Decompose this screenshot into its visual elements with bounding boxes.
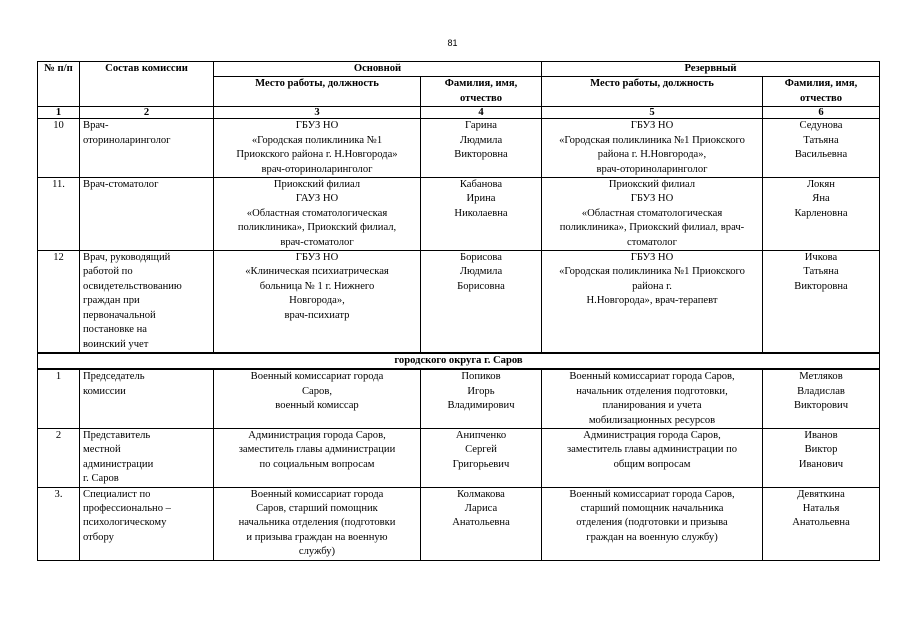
main-workplace-line: врач-психиатр (284, 309, 350, 321)
main-workplace-line: Военный комиссариат города (250, 371, 384, 383)
main-fullname-line: Викторовна (454, 149, 508, 161)
table-body-top (38, 119, 880, 353)
commission-role (80, 251, 214, 353)
section-row (38, 353, 880, 369)
main-workplace-line: поликлиника», Приокский филиал, (237, 222, 397, 234)
table-body-bottom (38, 369, 880, 560)
table-row (38, 251, 880, 353)
reserve-fullname-line: Виктор (804, 444, 838, 456)
commission-role-line: оториноларинголог (83, 134, 171, 146)
reserve-fullname-line: Локян (807, 179, 835, 191)
commission-role-line: Врач-стоматолог (83, 179, 159, 191)
commission-role (80, 369, 214, 428)
reserve-fullname (763, 487, 880, 560)
reserve-workplace-line: поликлиника», Приокский филиал, врач- (559, 222, 745, 234)
main-workplace-line: по социальным вопросам (259, 458, 375, 470)
commission-role-line: Врач- (83, 120, 109, 132)
commission-role (80, 428, 214, 487)
reserve-workplace-line: Приокский филиал (608, 179, 696, 191)
reserve-fullname (763, 178, 880, 251)
reserve-workplace-line: начальник отделения подготовки, (576, 385, 728, 397)
header-reserve-fullname: Фамилия, имя, отчество (763, 77, 880, 107)
reserve-workplace-line: Военный комиссариат города Саров, (569, 371, 735, 383)
reserve-fullname-line: Седунова (799, 120, 843, 132)
column-number: 6 (763, 107, 880, 119)
main-workplace-line: «Клиническая психиатрическая (245, 266, 389, 278)
reserve-workplace-line: общим вопросам (613, 458, 691, 470)
commission-role-line: Председатель (83, 371, 145, 383)
reserve-workplace-line: старший помощник начальника (580, 502, 724, 514)
commission-role (80, 487, 214, 560)
reserve-fullname (763, 428, 880, 487)
main-fullname-line: Владимирович (447, 400, 515, 412)
commission-role-line: местной (83, 444, 121, 456)
main-workplace-line: начальника отделения (подготовки (238, 517, 396, 529)
reserve-workplace-line: «Городская поликлиника №1 Приокского (559, 134, 745, 146)
commission-role-line: администрации (83, 458, 154, 470)
page-number: 81 (447, 38, 458, 48)
reserve-workplace-line: района г. Н.Новгорода», (597, 149, 707, 161)
reserve-fullname (763, 251, 880, 353)
reserve-fullname (763, 119, 880, 178)
reserve-fullname-line: Иванов (804, 429, 838, 441)
main-fullname (421, 487, 542, 560)
main-workplace (214, 369, 421, 428)
reserve-workplace (542, 487, 763, 560)
reserve-workplace (542, 251, 763, 353)
commission-role-line: комиссии (83, 385, 126, 397)
reserve-fullname-line: Девяткина (797, 488, 845, 500)
main-fullname-line: Кабанова (459, 179, 503, 191)
main-workplace-line: ГАУЗ НО (295, 193, 339, 205)
main-fullname (421, 369, 542, 428)
reserve-fullname-line: Яна (812, 193, 830, 205)
column-number: 4 (421, 107, 542, 119)
reserve-workplace (542, 119, 763, 178)
reserve-workplace-line: ГБУЗ НО (630, 193, 674, 205)
row-number: 10 (38, 119, 80, 178)
main-workplace (214, 251, 421, 353)
header-main-fullname: Фамилия, имя, отчество (421, 77, 542, 107)
main-fullname-line: Григорьевич (452, 458, 510, 470)
main-fullname-line: Анатольевна (452, 517, 510, 529)
column-number: 5 (542, 107, 763, 119)
main-workplace-line: Новгорода», (289, 295, 345, 307)
table-row (38, 119, 880, 178)
main-workplace (214, 487, 421, 560)
main-fullname (421, 119, 542, 178)
reserve-workplace-line: ГБУЗ НО (630, 252, 674, 264)
main-workplace (214, 428, 421, 487)
main-workplace-line: врач-стоматолог (280, 236, 354, 248)
reserve-fullname-line: Карленовна (794, 207, 848, 219)
header-main-workplace: Место работы, должность (214, 77, 421, 107)
column-number: 2 (80, 107, 214, 119)
reserve-workplace-line: «Городская поликлиника №1 Приокского (559, 266, 745, 278)
reserve-fullname-line: Иванович (798, 458, 844, 470)
main-fullname-line: Попиков (461, 371, 501, 383)
commission-role (80, 178, 214, 251)
main-workplace-line: Саров, (301, 385, 332, 397)
reserve-fullname (763, 369, 880, 428)
main-fullname-line: Анипченко (455, 429, 507, 441)
main-fullname (421, 251, 542, 353)
commission-role-line: освидетельствованию (83, 280, 182, 292)
commission-role-line: первоначальной (83, 309, 156, 321)
reserve-workplace-line: Военный комиссариат города Саров, (569, 488, 735, 500)
row-number: 1 (38, 369, 80, 428)
commission-role-line: Специалист по (83, 488, 151, 500)
header-num: № п/п (38, 62, 80, 107)
main-workplace-line: Администрация города Саров, (248, 429, 386, 441)
main-workplace-line: больница № 1 г. Нижнего (259, 280, 375, 292)
commission-role (80, 119, 214, 178)
commission-role-line: профессионально – (83, 502, 171, 514)
main-workplace-line: Приокского района г. Н.Новгорода» (236, 149, 398, 161)
main-fullname-line: Ирина (466, 193, 496, 205)
main-workplace-line: военный комиссар (275, 400, 359, 412)
main-fullname-line: Людмила (459, 134, 503, 146)
main-fullname-line: Борисовна (457, 280, 505, 292)
reserve-workplace-line: врач-оториноларинголог (596, 163, 708, 175)
commission-role-line: воинский учет (83, 338, 149, 350)
main-workplace (214, 178, 421, 251)
main-fullname (421, 428, 542, 487)
reserve-fullname-line: Васильевна (794, 149, 848, 161)
header-reserve-group: Резервный (542, 62, 880, 77)
main-workplace-line: ГБУЗ НО (295, 252, 339, 264)
main-fullname-line: Сергей (465, 444, 497, 456)
reserve-workplace (542, 428, 763, 487)
commission-role-line: работой по (83, 266, 133, 278)
main-workplace-line: «Городская поликлиника №1 (251, 134, 383, 146)
section-title: городского округа г. Саров (38, 353, 880, 369)
table-row (38, 369, 880, 428)
reserve-fullname-line: Татьяна (803, 266, 839, 278)
reserve-fullname-line: Ичкова (804, 252, 838, 264)
main-fullname-line: Игорь (467, 385, 495, 397)
commission-role-line: граждан при (83, 295, 140, 307)
header-main-group: Основной (214, 62, 542, 77)
commission-role-line: постановке на (83, 324, 147, 336)
commission-role-line: Врач, руководящий (83, 252, 171, 264)
row-number: 3. (38, 487, 80, 560)
reserve-workplace-line: отделения (подготовки и призыва (576, 517, 728, 529)
main-fullname-line: Людмила (459, 266, 503, 278)
main-fullname-line: Колмакова (457, 488, 505, 500)
reserve-workplace-line: «Областная стоматологическая (581, 207, 723, 219)
reserve-fullname-line: Владислав (797, 385, 845, 397)
table-row (38, 487, 880, 560)
reserve-workplace-line: Н.Новгорода», врач-терапевт (586, 295, 718, 307)
reserve-workplace-line: мобилизационных ресурсов (588, 414, 716, 426)
reserve-fullname-line: Наталья (802, 502, 840, 514)
column-number: 3 (214, 107, 421, 119)
main-fullname-line: Лариса (464, 502, 498, 514)
header-composition: Состав комиссии (80, 62, 214, 107)
reserve-workplace-line: планирования и учета (602, 400, 702, 412)
main-workplace-line: заместитель главы администрации (238, 444, 396, 456)
main-fullname-line: Гарина (465, 120, 497, 132)
main-fullname-line: Николаевна (454, 207, 508, 219)
commission-table (37, 61, 880, 561)
reserve-workplace (542, 369, 763, 428)
table-row (38, 428, 880, 487)
reserve-workplace-line: Администрация города Саров, (583, 429, 721, 441)
commission-role-line: отбору (83, 531, 114, 543)
main-workplace-line: Саров, старший помощник (256, 502, 378, 514)
main-workplace-line: Военный комиссариат города (250, 488, 384, 500)
commission-role-line: психологическому (83, 517, 167, 529)
reserve-fullname-line: Анатольевна (792, 517, 850, 529)
reserve-fullname-line: Метляков (799, 371, 843, 383)
reserve-fullname-line: Татьяна (803, 134, 839, 146)
main-workplace (214, 119, 421, 178)
reserve-fullname-line: Викторовна (794, 280, 848, 292)
row-number: 2 (38, 428, 80, 487)
row-number: 11. (38, 178, 80, 251)
column-number-row (38, 107, 880, 119)
main-fullname-line: Борисова (460, 252, 502, 264)
table-row (38, 178, 880, 251)
main-workplace-line: Приокский филиал (273, 179, 361, 191)
main-workplace-line: ГБУЗ НО (295, 120, 339, 132)
main-workplace-line: службу) (298, 546, 336, 558)
main-fullname (421, 178, 542, 251)
reserve-workplace-line: района г. (632, 280, 672, 292)
main-workplace-line: «Областная стоматологическая (246, 207, 388, 219)
commission-role-line: Представитель (83, 429, 151, 441)
reserve-workplace (542, 178, 763, 251)
main-workplace-line: и призыва граждан на военную (246, 531, 388, 543)
reserve-workplace-line: граждан на военную службу) (586, 531, 718, 543)
reserve-workplace-line: стоматолог (627, 236, 677, 248)
reserve-workplace-line: заместитель главы администрации по (566, 444, 738, 456)
commission-role-line: г. Саров (83, 473, 119, 485)
header-reserve-workplace: Место работы, должность (542, 77, 763, 107)
column-number: 1 (38, 107, 80, 119)
row-number: 12 (38, 251, 80, 353)
reserve-fullname-line: Викторович (793, 400, 849, 412)
reserve-workplace-line: ГБУЗ НО (630, 120, 674, 132)
main-workplace-line: врач-оториноларинголог (261, 163, 373, 175)
